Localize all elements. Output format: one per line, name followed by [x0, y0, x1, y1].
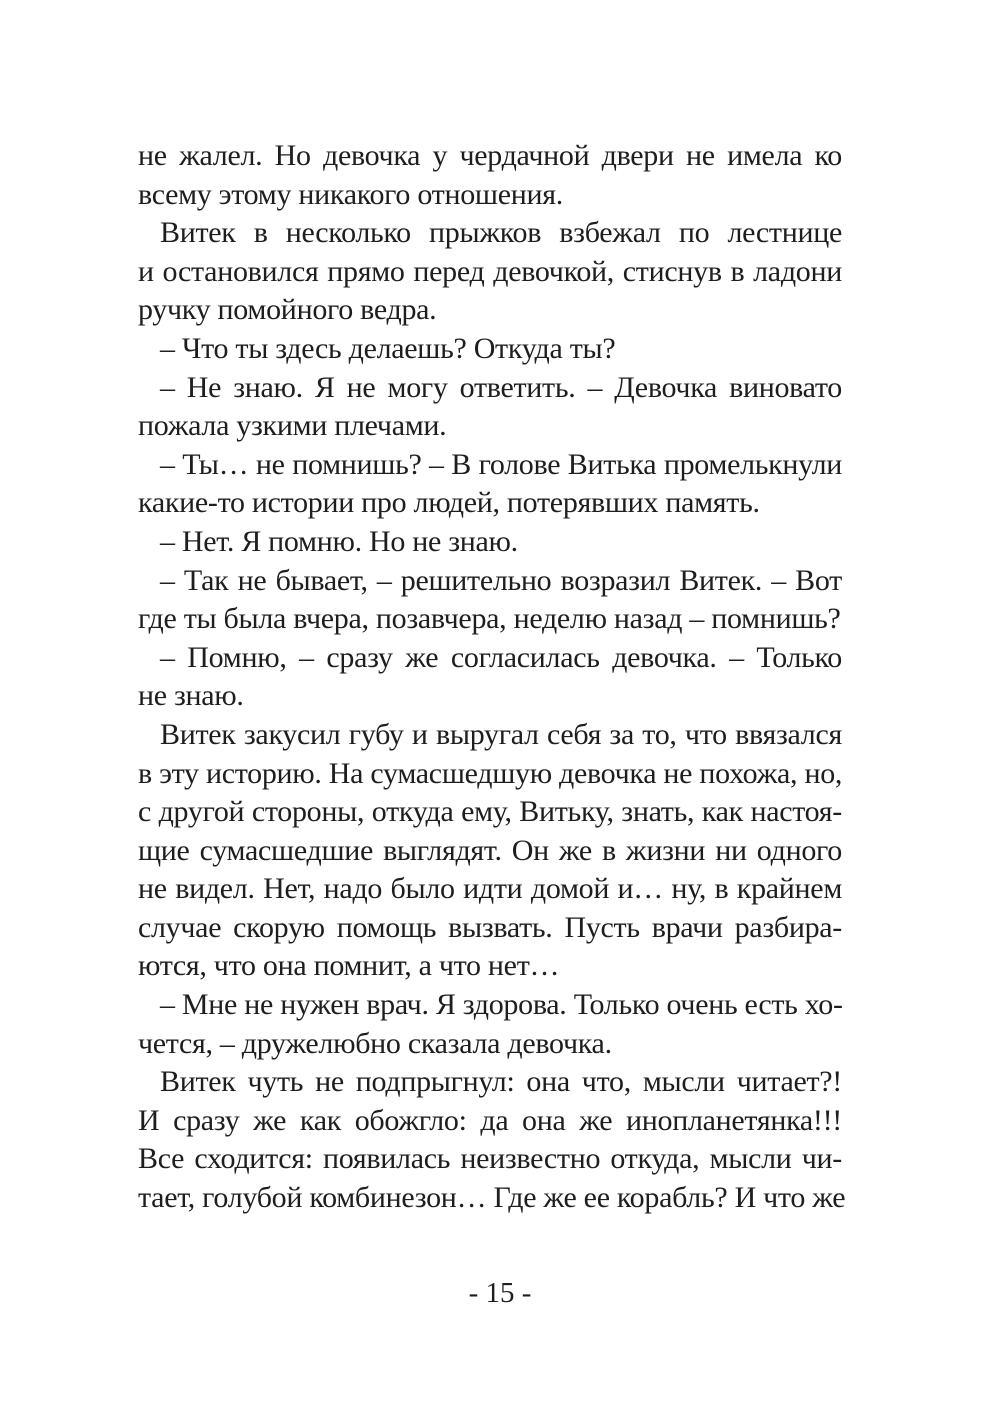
text-line: чется, – дружелюбно сказала девочка. — [138, 1026, 612, 1060]
text-line: всему этому никакого отношения. — [138, 177, 563, 211]
text-line: – Мне не нужен врач. Я здорова. Только очень есть хо- — [160, 988, 843, 1022]
text-line: – Нет. Я помню. Но не знаю. — [160, 524, 518, 558]
text-line: – Что ты здесь делаешь? Откуда ты? — [160, 331, 616, 365]
text-line: в эту историю. На сумасшедшую девочка не похожа, но, — [138, 756, 843, 790]
page-number: - 15 - — [468, 1277, 532, 1309]
text-line: с другой стороны, откуда ему, Витьку, знать, как настоя- — [138, 795, 842, 829]
text-line: ются, что она помнит, а что нет… — [138, 949, 560, 983]
text-line: Витек закусил губу и выругал себя за то, что ввязался — [160, 717, 842, 751]
text-line: случае скорую помощь вызвать. Пусть врачи разбира- — [138, 910, 842, 944]
text-line: Витек в несколько прыжков взбежал по лестнице — [160, 216, 842, 250]
text-line: И сразу же как обожгло: да она же инопланетянка!!! — [138, 1103, 842, 1137]
text-line: не жалел. Но девочка у чердачной двери не имела ко — [138, 139, 842, 172]
text-line: Витек чуть не подпрыгнул: она что, мысли читает?! — [160, 1065, 842, 1099]
text-line: не видел. Нет, надо было идти домой и… ну, в крайнем — [138, 872, 842, 906]
text-line: и остановился прямо перед девочкой, стиснув в ладони — [138, 254, 842, 288]
text-line: пожала узкими плечами. — [138, 409, 447, 443]
text-line: не знаю. — [138, 679, 244, 713]
text-line: Все сходится: появилась неизвестно откуда, мысли чи- — [138, 1142, 842, 1176]
body-text — [138, 137, 846, 1218]
text-line: – Ты… не помнишь? – В голове Витька промелькнули — [160, 447, 842, 481]
text-line: щие сумасшедшие выглядят. Он же в жизни ни одного — [138, 833, 842, 867]
text-line: какие-то истории про людей, потерявших память. — [138, 486, 760, 520]
text-line: где ты была вчера, позавчера, неделю назад – помнишь? — [138, 602, 841, 636]
text-line: тает, голубой комбинезон… Где же ее корабль? И что же — [138, 1181, 846, 1215]
text-line: – Помню, – сразу же согласилась девочка. – Только — [160, 640, 842, 674]
text-line: – Не знаю. Я не могу ответить. – Девочка виновато — [160, 370, 842, 404]
text-line: ручку помойного ведра. — [138, 293, 437, 327]
text-line: – Так не бывает, – решительно возразил Витек. – Вот — [160, 563, 842, 597]
